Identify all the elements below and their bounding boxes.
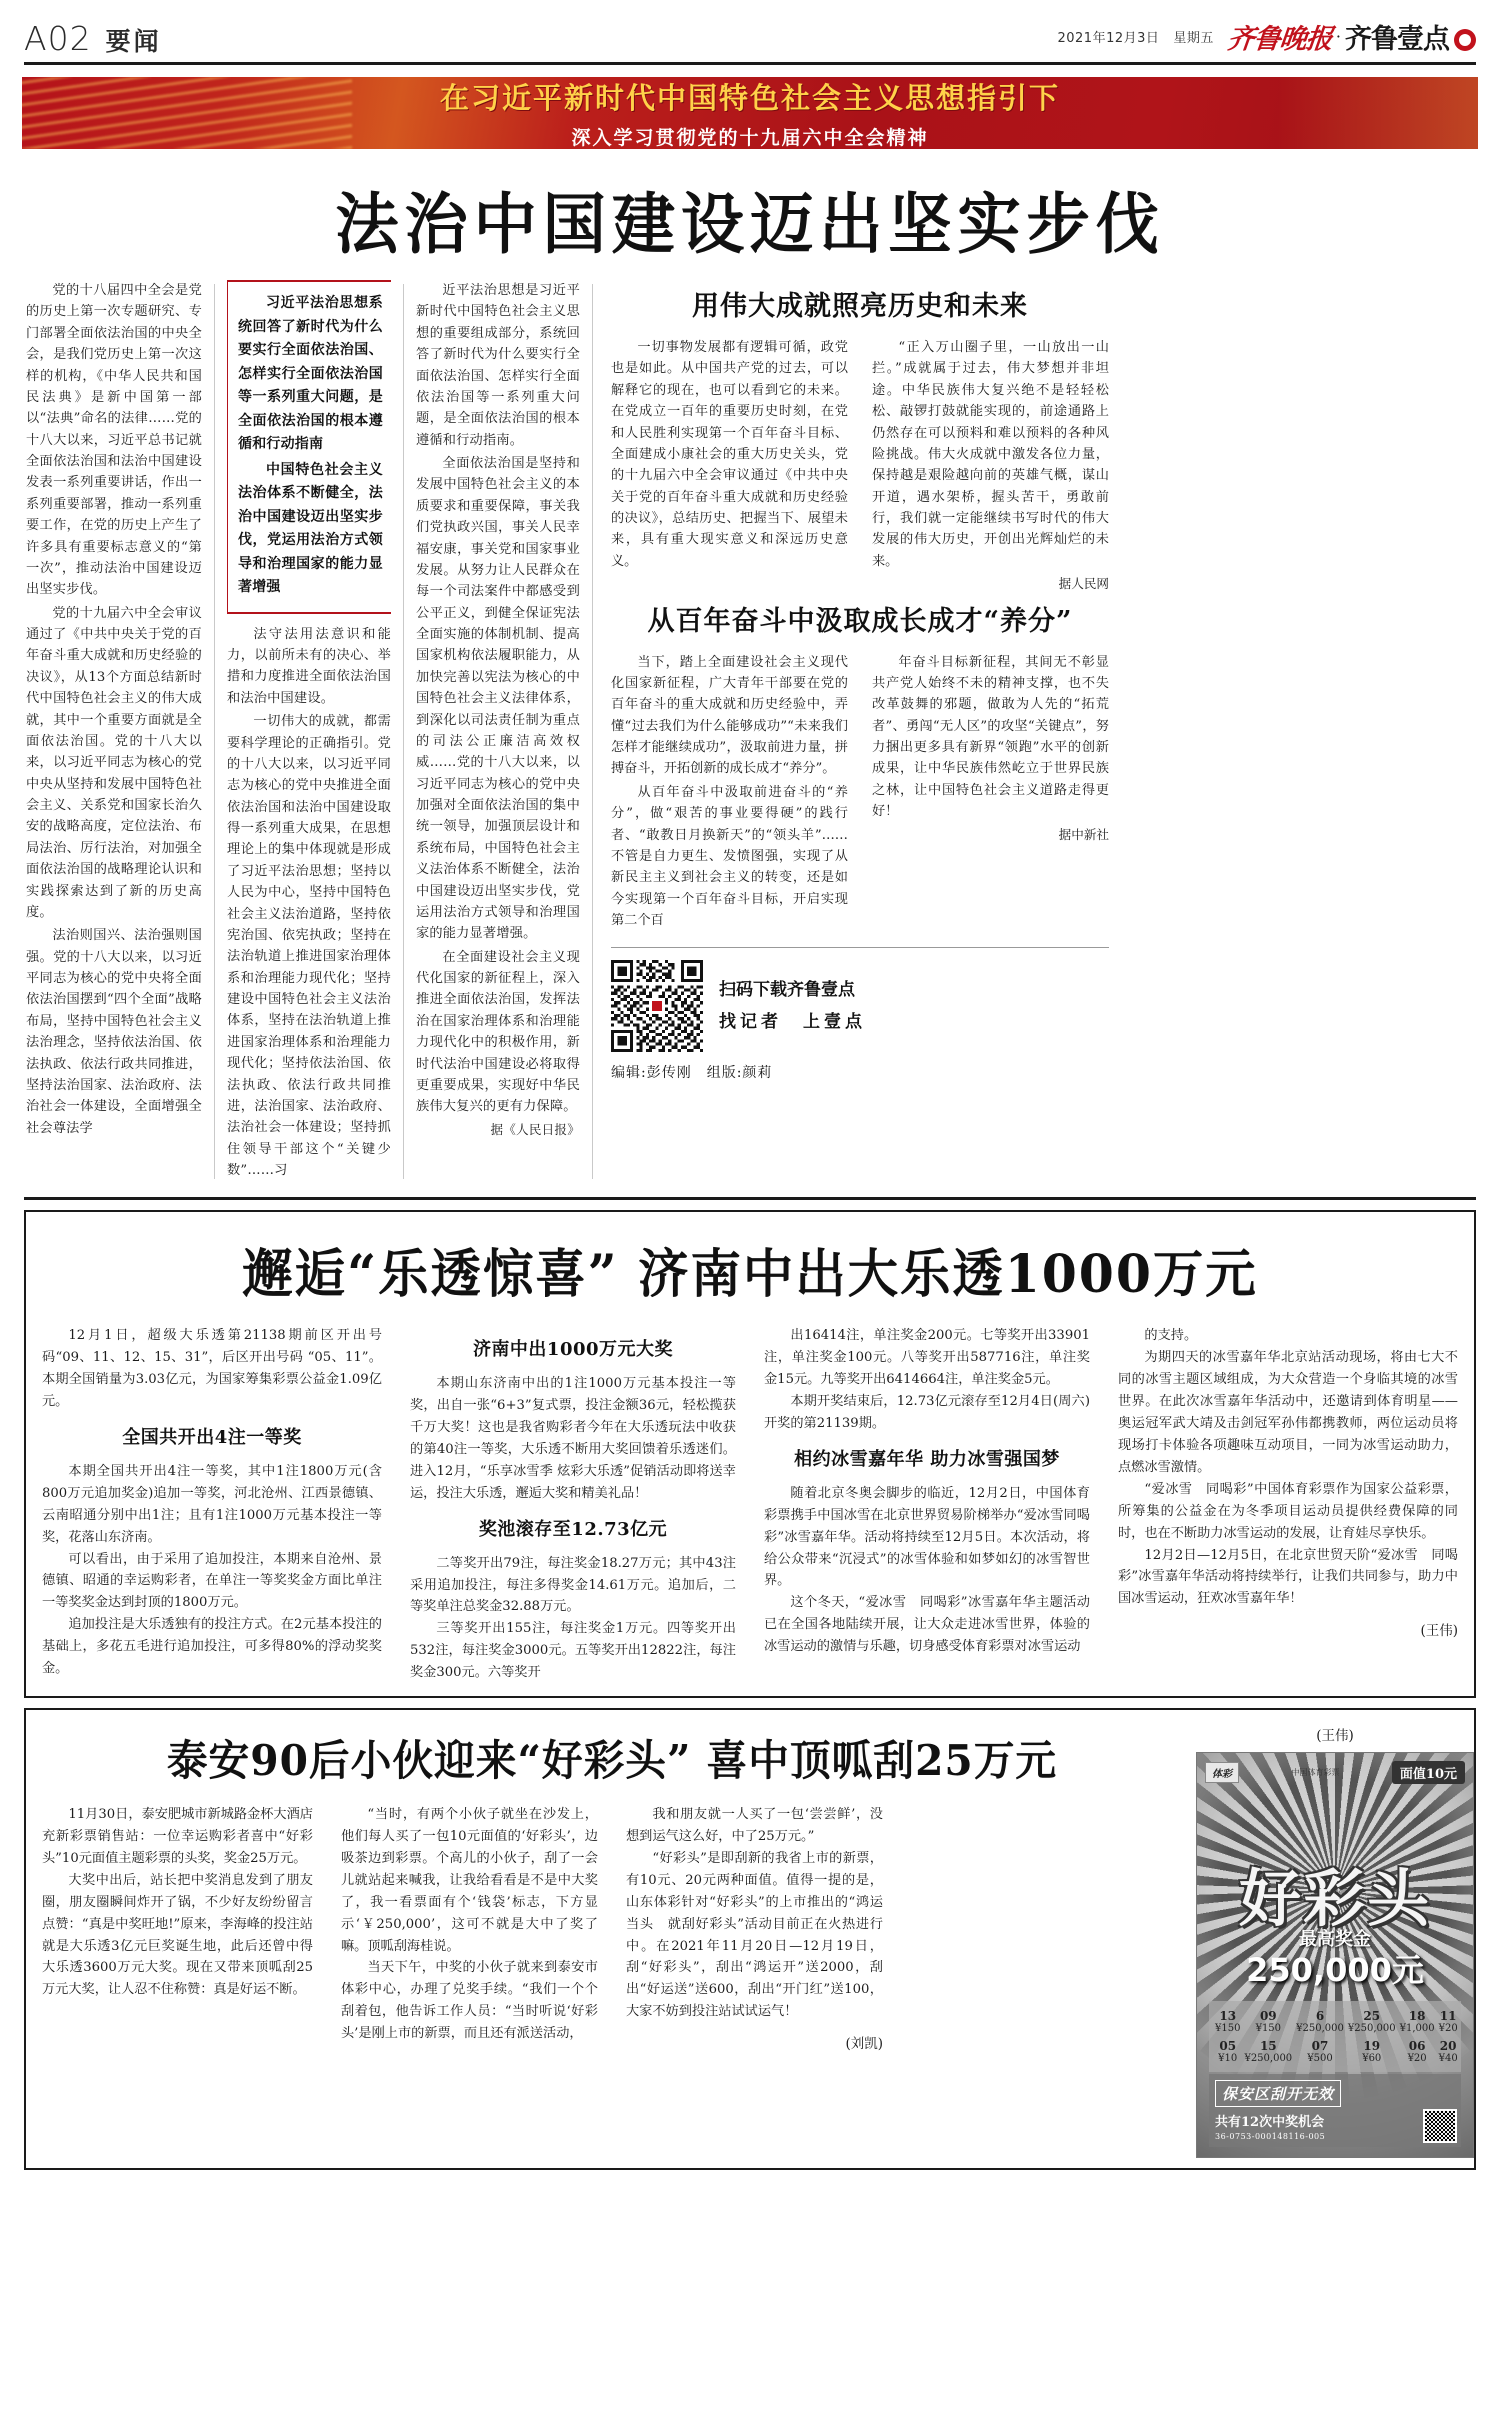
subheadline-2: 从百年奋斗中汲取成长成才“养分”: [647, 605, 1073, 637]
article3-column-2: [327, 1804, 612, 2055]
ticket-cell-number: 15: [1259, 2039, 1277, 2054]
lottery-ticket-advert[interactable]: [1196, 1752, 1474, 2158]
paragraph: 本期山东济南中出的1注1000万元基本投注一等奖，出自一张“6+3”复式票，投注金额36元，轻松揽获千万大奖！这也是我省购彩者今年在大乐透玩法中收获的第40注一等奖，大乐透不断用大奖回馈着乐透迷们。进入12月，“乐享冰雪季 炫彩大乐透”促销活动即将送幸运，投注大乐透，邂逅大奖和精美礼品！: [410, 1376, 736, 1501]
page-credits: 编辑:彭传刚 组版:颜莉: [611, 1065, 773, 1082]
ticket-chance-label: 共有12次中奖机会: [1215, 2115, 1325, 2131]
article3-wrap: [42, 1724, 1458, 2158]
subarticle1-column-2: [860, 337, 1109, 595]
ticket-cell-value: ¥60: [1362, 2053, 1382, 2065]
paragraph: 这个冬天，“爱冰雪 同喝彩”冰雪嘉年华主题活动已在全国各地陆续开展，让大众走进冰雪世界，体验的冰雪运动的激情与乐趣，切身感受体育彩票对冰雪运动: [764, 1595, 1090, 1655]
paragraph: “好彩头”是即刮新的我省上市的新票，有10元、20元两种面值。值得一提的是，山东体彩针对“好彩头”的上市推出的“鸿运当头 就刮好彩头”活动目前正在火热进行中。在2021年11月20日—12月19日，刮“好彩头”，刮出“鸿运开”送2000，刮出“好运送”送600，刮出“开门红”送100，大家不妨到投注站试试运气！: [626, 1850, 883, 2020]
paragraph: 一切事物发展都有逻辑可循，政党也是如此。从中国共产党的过去，可以解释它的现在，也可以看到它的未来。在党成立一百年的重要历史时刻，在党和人民胜利实现第一个百年奋斗目标、全面建成小康社会的重大历史关头，党的十九届六中全会审议通过《中共中央关于党的百年奋斗重大成就和历史经验的决议》，总结历史、把握当下、展望未来，具有重大现实意义和深远历史意义。: [611, 340, 848, 569]
subarticle1-source: 据人民网: [1058, 576, 1109, 592]
ticket-cell-number: 18: [1408, 2009, 1426, 2024]
paragraph: 为期四天的冰雪嘉年华北京站活动现场，将由七大不同的冰雪主题区域组成，为大众营造一个身临其境的冰雪世界。在此次冰雪嘉年华活动中，还邀请到体育明星——奥运冠军武大靖及击剑冠军孙伟都携教师，两位运动员将现场打卡体验各项趣味互动项目，一同为冰雪运动助力，点燃冰雪激情。: [1118, 1350, 1458, 1475]
subarticle2-column-1: [611, 652, 860, 934]
ticket-prize-amount: 250,000元: [1246, 1951, 1424, 1990]
subarticle1-column-1: [611, 337, 860, 595]
ticket-cell: [1439, 2039, 1458, 2064]
masthead-right: [1057, 17, 1476, 58]
qr-promo-line-1: 扫码下载齐鲁壹点: [719, 980, 855, 1001]
paragraph: 一切伟大的成就，都需要科学理论的正确指引。党的十八大以来，以习近平同志为核心的党中央推进全面依法治国和法治中国建设取得一系列重大成果，在思想理论上的集中体现就是形成了习近平法治思想；坚持以人民为中心，坚持中国特色社会主义法治道路，坚持依宪治国、依宪执政；坚持在法治轨道上推进国家治理体系和治理能力现代化；坚持建设中国特色社会主义法治体系，坚持在法治轨道上推进国家治理体系和治理能力现代化；坚持依法治国、依法执政、依法行政共同推进，法治国家、法治政府、法治社会一体建设；坚持抓住领导干部这个“关键少数”……习: [227, 714, 391, 1179]
logo-text-red: 齐鲁晚报: [1225, 24, 1334, 55]
ticket-cell-value: ¥1,000: [1399, 2023, 1435, 2035]
ticket-cell-number: 11: [1439, 2009, 1457, 2024]
qr-promo-row: [611, 947, 1109, 1052]
publication-date: 2021年12月3日: [1057, 31, 1160, 46]
paragraph: 本期全国共开出4注一等奖，其中1注1800万元(含800万元追加奖金)追加一等奖，河北沧州、江西景德镇、云南昭通分别中出1注；且有1注1000万元基本投注一等奖，花落山东济南。: [42, 1463, 382, 1545]
ticket-cell: [1400, 2039, 1435, 2064]
paragraph: 12月2日—12月5日，在北京世贸天阶“爱冰雪 同喝彩”冰雪嘉年华活动将持续举行，让我们共同参与，助力中国冰雪运动，狂欢冰雪嘉年华！: [1118, 1547, 1458, 1607]
paragraph: 随着北京冬奥会脚步的临近，12月2日，中国体育彩票携手中国冰雪在北京世界贸易阶梯举办“爱冰雪同喝彩”冰雪嘉年华。活动将持续至12月5日。本次活动，将给公众带来“沉浸式”的冰雪体验和如梦如幻的冰雪智世界。: [764, 1485, 1090, 1589]
paragraph: 的支持。: [1144, 1328, 1198, 1344]
article1-source: 据《人民日报》: [490, 1121, 580, 1137]
article1-column-3: [404, 280, 592, 1183]
masthead-rule: [24, 62, 1476, 65]
article2-subhead-1: 全国共开出4注一等奖: [122, 1427, 302, 1449]
advertisement-column: [1182, 1724, 1474, 2158]
ticket-seal-warning: 保安区刮开无效: [1215, 2080, 1341, 2107]
article-1: [18, 280, 1482, 1183]
pull-quote-line: 习近平法治思想系统回答了新时代为什么要实行全面依法治国、怎样实行全面依法治国等一系列重大问题，是全面依法治国的根本遵循和行动指南: [238, 295, 383, 453]
masthead-left: [24, 19, 162, 58]
ticket-prize-label: 最高奖金: [1299, 1929, 1371, 1951]
pull-quote-line: 中国特色社会主义法治体系不断健全，法治中国建设迈出坚实步伐，党运用法治方式领导和治理国家的能力显著增强: [238, 461, 383, 596]
ticket-cell-number: 6: [1315, 2009, 1325, 2024]
paragraph: 当天下午，中奖的小伙子就来到泰安市体彩中心，办理了兑奖手续。“我们一个个刮着包，他告诉工作人员：“当时听说‘好彩头’是刚上市的新票，而且还有派送活动，: [341, 1960, 598, 2042]
qr-promo-text: [719, 974, 866, 1039]
section-name: 要闻: [105, 27, 162, 56]
paragraph: 法守法用法意识和能力，以前所未有的决心、举措和力度推进全面依法治国和法治中国建设。: [227, 626, 391, 706]
issuer-line-1: 中国体育彩票: [1291, 1767, 1340, 1777]
ticket-cell-number: 09: [1259, 2009, 1277, 2024]
article2-subhead-4: 相约冰雪嘉年华 助力冰雪强国梦: [794, 1448, 1060, 1470]
ticket-serial-number: 36-0753-000148116-005: [1215, 2132, 1326, 2142]
ticket-cell: [1215, 2009, 1240, 2034]
paragraph: 本期开奖结束后，12.73亿元滚存至12月4日(周六)开奖的第21139期。: [764, 1394, 1090, 1432]
paragraph: “正入万山圈子里，一山放出一山拦。”成就属于过去，伟大梦想并非坦途。中华民族伟大复兴绝不是轻轻松松、敲锣打鼓就能实现的，前途通路上仍然存在可以预料和难以预料的各种风险挑战。伟大火成就中激发各位力量，保持越是艰险越向前的英雄气概，谋山开道，遇水架桥，握头苦干，勇敢前行，我们就一定能继续书写时代的伟大发展的伟大历史，开创出光辉灿烂的未来。: [872, 340, 1109, 569]
pull-quote: [227, 280, 391, 614]
ticket-qr-code-icon: [1423, 2109, 1457, 2143]
ticket-cell: [1400, 2009, 1435, 2034]
ticket-header: [1205, 1761, 1465, 1784]
ticket-cell-value: ¥250,000: [1296, 2023, 1344, 2035]
article2-column-1: [42, 1325, 396, 1684]
article2-column-3: [750, 1325, 1104, 1684]
article-separator-1: [24, 1197, 1476, 1200]
ticket-cell-value: ¥150: [1215, 2023, 1241, 2035]
subarticle2-column-2: [860, 652, 1109, 934]
ticket-cell-number: 06: [1408, 2039, 1426, 2054]
paragraph: 法治则国兴、法治强则国强。党的十八大以来，以习近平同志为核心的党中央将全面依法治国摆到“四个全面”战略布局，坚持中国特色社会主义法治理念，坚持依法治国、依法执政、依法行政共同推进，坚持法治国家、法治政府、法治社会一体建设，全面增强全社会尊法学: [26, 928, 202, 1136]
ticket-cell: [1244, 2039, 1292, 2064]
paragraph: 在全面建设社会主义现代化国家的新征程上，深入推进全面依法治国，发挥法治在国家治理体系和治理能力现代化中的积极作用，新时代法治中国建设必将取得更重要成果，实现好中华民族伟大复兴的更有力保障。: [416, 949, 580, 1115]
paragraph: 三等奖开出155注，每注奖金1万元。四等奖开出532注，每注奖金3000元。五等奖开出12822注，每注奖金300元。六等奖开: [410, 1621, 736, 1681]
subarticle-2-columns: [611, 652, 1109, 934]
campaign-banner-wrap: [22, 77, 1478, 149]
subarticle2-source: 据中新社: [1058, 826, 1109, 842]
article2-columns: [42, 1325, 1458, 1684]
logo-separator: ·: [1335, 27, 1341, 46]
article1-column-1: [26, 280, 214, 1183]
ticket-cell-number: 25: [1363, 2009, 1381, 2024]
ticket-cell-value: ¥20: [1407, 2053, 1427, 2065]
paragraph: 二等奖开出79注，每注奖金18.27万元；其中43注采用追加投注，每注多得奖金14.61万元。追加后，二等奖单注总奖金32.88万元。: [410, 1555, 736, 1615]
sports-lottery-brand-icon: 体彩: [1205, 1762, 1239, 1783]
ticket-cell: [1439, 2009, 1458, 2034]
banner-subtitle: 深入学习贯彻党的十九届六中全会精神: [571, 127, 929, 149]
paragraph: 追加投注是大乐透独有的投注方式。在2元基本投注的基础上，多花五毛进行追加投注，可多得80%的浮动奖奖金。: [42, 1617, 382, 1677]
article2-byline: (王伟): [1420, 1623, 1458, 1640]
ticket-cell-value: ¥40: [1438, 2053, 1458, 2065]
ticket-cell: [1348, 2009, 1396, 2034]
qr-code-icon[interactable]: [611, 960, 703, 1052]
lead-headline: 法治中国建设迈出坚实步伐: [335, 185, 1165, 263]
paragraph: 从百年奋斗中汲取前进奋斗的“养分”，做“艰苦的事业要得硬”的践行者、“敢教日月换新天”的“领头羊”……不管是自力更生、发愤图强，实现了从新民主主义到社会主义的转变，还是如今实现第一个百年奋斗目标，开启实现第二个百: [611, 784, 848, 929]
subarticle-1-columns: [611, 337, 1109, 595]
article2-column-4: [1104, 1325, 1458, 1684]
banner-title: 在习近平新时代中国特色社会主义思想指引下: [439, 81, 1060, 115]
paragraph: 年奋斗目标新征程，其间无不彰显共产党人始终不未的精神支撑，也不失改革鼓舞的邪题，做敢为人先的“拓荒者”、勇闯“无人区”的攻坚“关键点”，努力捆出更多具有新界“领跑”水平的创新成果，让中华民族伟然屹立于世界民族之林，让中国特色社会主义道路走得更好！: [872, 654, 1109, 820]
ticket-cell-value: ¥10: [1218, 2053, 1238, 2065]
article2-subhead-2: 济南中出1000万元大奖: [472, 1339, 674, 1361]
paragraph: 12月1日，超级大乐透第21138期前区开出号码“09、11、12、15、31”，后区开出号码 “05、11”。本期全国销量为3.03亿元，为国家筹集彩票公益金1.09亿元。: [42, 1328, 382, 1410]
logo-text-black: 齐鲁壹点: [1345, 24, 1449, 55]
qr-promo-line-2: 找记者 上壹点: [719, 1012, 866, 1033]
ticket-cell: [1215, 2039, 1240, 2064]
ticket-cell: [1244, 2009, 1292, 2034]
page-number: A02: [24, 19, 92, 58]
ticket-cell-value: ¥250,000: [1347, 2023, 1396, 2035]
campaign-banner: [22, 77, 1478, 149]
article2-subhead-3: 奖池滚存至12.73亿元: [478, 1518, 668, 1540]
article3-headline: 泰安90后小伙迎来“好彩头” 喜中顶呱刮25万元: [166, 1736, 1058, 1786]
ticket-cell-value: ¥250,000: [1244, 2053, 1293, 2065]
ticket-number-grid: [1209, 2001, 1461, 2072]
paragraph: “爱冰雪 同喝彩”中国体育彩票作为国家公益彩票，所筹集的公益金在为冬季项目运动员提供经费保障的同时，也在不断助力冰雪运动的发展，让育娃尽享快乐。: [1118, 1481, 1458, 1541]
paragraph: 党的十八届四中全会是党的历史上第一次专题研究、专门部署全面依法治国的中央全会，是我们党历史上第一次这样的机构，《中华人民共和国民法典》是新中国第一部以“法典”命名的法律……党的十八大以来，习近平总书记就全面依法治国和法治中国建设发表一系列重要讲话，作出一系列重要部署，推动一系列重要工作，在党的历史上产生了许多具有重要标志意义的“第一次”，推动法治中国建设迈出坚实步伐。: [26, 283, 202, 598]
article2-column-2: [396, 1325, 750, 1684]
weekday: 星期五: [1173, 31, 1214, 46]
advert-credit: (王伟): [1316, 1728, 1354, 1745]
ticket-cell-value: ¥20: [1438, 2023, 1458, 2035]
issuer-label: [1291, 1768, 1339, 1778]
article2-headline: 邂逅“乐透惊喜” 济南中出大乐透1000万元: [242, 1244, 1258, 1306]
ticket-cell: [1296, 2039, 1344, 2064]
article3-byline: (刘凯): [845, 2036, 883, 2053]
paragraph: 出16414注，单注奖金200元。七等奖开出33901注，单注奖金100元。八等奖开出587716注，单注奖金15元。九等奖开出6414664注，单注奖金5元。: [764, 1328, 1090, 1388]
ticket-cell-number: 19: [1363, 2039, 1381, 2054]
paragraph: “当时，有两个小伙子就坐在沙发上，他们每人买了一包10元面值的‘好彩头’，边吸茶边到彩票。个高儿的小伙子，刮了一会儿就站起来喊我，让我给看看是不是中大奖了，我一看票面有个‘钱袋’标志，下方显示‘￥250,000’，这可不就是大中了奖了嘛。顶呱刮海桂说。: [341, 1807, 598, 1954]
ticket-cell-number: 20: [1439, 2039, 1457, 2054]
masthead: [18, 0, 1482, 62]
paragraph: 当下，踏上全面建设社会主义现代化国家新征程，广大青年干部要在党的百年奋斗的重大成就和历史经验中，弄懂“过去我们为什么能够成功”“未来我们怎样才能继续成功”，汲取前进力量，拼搏奋斗，开拓创新的成长成才“养分”。: [611, 654, 848, 777]
logo-dot-icon: [1454, 29, 1476, 51]
paragraph: 近平法治思想是习近平新时代中国特色社会主义思想的重要组成部分，系统回答了新时代为什么要实行全面依法治国、怎样实行全面依法治国等一系列重大问题，是全面依法治国的根本遵循和行动指南。: [416, 283, 580, 448]
article3-column-3: [612, 1804, 897, 2055]
article3-column-4: [897, 1804, 1182, 2055]
paragraph: 大奖中出后，站长把中奖消息发到了朋友圈，朋友圈瞬间炸开了锅，不少好友纷纷留言点赞：“真是中奖旺地!”原来，李海峰的投注站就是大乐透3亿元巨奖诞生地，此后还曾中得大乐透3600万元大奖。现在又带来顶呱刮25万元大奖，让人忍不住称赞：真是好运不断。: [42, 1872, 313, 1998]
paragraph: 11月30日，泰安肥城市新城路金杯大酒店充新彩票销售站：一位幸运购彩者喜中“好彩头”10元面值主题彩票的头奖，奖金25万元。: [42, 1807, 313, 1866]
paragraph: 全面依法治国是坚持和发展中国特色社会主义的本质要求和重要保障，事关我们党执政兴国，事关人民幸福安康，事关党和国家事业发展。从努力让人民群众在每一个司法案件中都感受到公平正义，到健全保证宪法全面实施的体制机制、提高国家机构依法履职能力，从加快完善以宪法为核心的中国特色社会主义法律体系，到深化以司法责任制为重点的司法公正廉洁高效权威……党的十八大以来，以习近平同志为核心的党中央加强对全面依法治国的集中统一领导，加强顶层设计和系统布局，中国特色社会主义法治体系不断健全，法治中国建设迈出坚实步伐，党运用法治方式领导和治理国家的能力显著增强。: [416, 456, 580, 942]
ticket-cell-value: ¥150: [1255, 2023, 1282, 2035]
article1-column-2: [215, 280, 403, 1183]
article-2: [24, 1210, 1476, 1698]
ticket-cell-number: 05: [1219, 2039, 1237, 2054]
ticket-cell-number: 07: [1311, 2039, 1329, 2054]
newspaper-logo: [1225, 17, 1476, 56]
article3-column-1: [42, 1804, 327, 2055]
paragraph: 我和朋友就一人买了一包‘尝尝鲜’，没想到运气这么好，中了25万元。”: [626, 1807, 883, 1844]
article1-right-block: [593, 280, 1109, 1183]
ticket-cell-value: ¥500: [1307, 2053, 1333, 2065]
ticket-cell-number: 13: [1219, 2009, 1237, 2024]
ticket-title: 好彩头: [1238, 1862, 1431, 1936]
paragraph: 可以看出，由于采用了追加投注，本期来自沧州、景德镇、昭通的幸运购彩者，在单注一等奖奖金方面比单注一等奖奖金达到封顶的1800万元。: [42, 1551, 382, 1611]
ticket-cell: [1348, 2039, 1396, 2064]
article3-columns: [42, 1804, 1182, 2055]
ticket-cell: [1296, 2009, 1344, 2034]
subheadline-1: 用伟大成就照亮历史和未来: [692, 291, 1028, 322]
paragraph: 党的十九届六中全会审议通过了《中共中央关于党的百年奋斗重大成就和历史经验的决议》，从13个方面总结新时代中国特色社会主义的伟大成就，其中一个重要方面就是全面依法治国。党的十八大以来，以习近平同志为核心的党中央从坚持和发展中国特色社会主义、关系党和国家长治久安的战略高度，定位法治、布局法治、厉行法治，对加强全面依法治国的战略理论认识和实践探索达到了新的历史高度。: [26, 605, 202, 920]
ticket-price-badge: 面值10元: [1392, 1761, 1465, 1784]
article-3: [24, 1708, 1476, 2170]
